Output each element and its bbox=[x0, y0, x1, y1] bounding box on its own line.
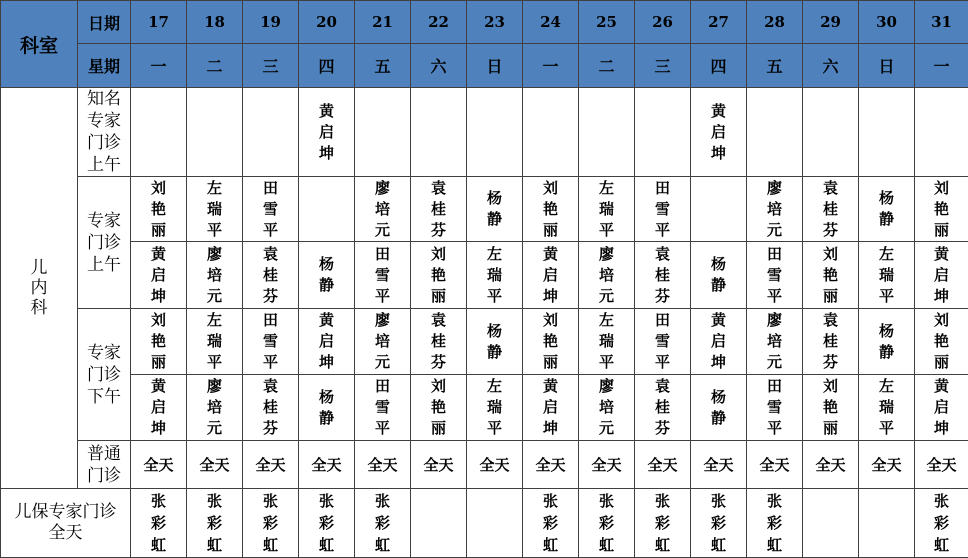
full-day-cell: 全天 bbox=[243, 441, 299, 489]
full-day-cell: 全天 bbox=[635, 441, 691, 489]
doctor-name: 杨静 bbox=[711, 387, 727, 429]
dept-pediatrics bbox=[1, 88, 78, 489]
date-cell: 22 bbox=[411, 1, 467, 44]
doctor-name: 刘艳丽 bbox=[823, 376, 839, 439]
doctor-cell bbox=[859, 88, 915, 177]
doctor-cell bbox=[747, 177, 803, 242]
doctor-cell bbox=[859, 309, 915, 375]
doctor-cell bbox=[635, 242, 691, 309]
weekday-cell: 五 bbox=[747, 44, 803, 88]
doctor-name: 刘艳丽 bbox=[151, 310, 167, 373]
doctor-cell bbox=[355, 177, 411, 242]
doctor-name: 黄启坤 bbox=[934, 244, 950, 307]
doctor-cell bbox=[747, 489, 803, 558]
doctor-name: 黄启坤 bbox=[934, 376, 950, 439]
doctor-name: 左瑞平 bbox=[879, 244, 895, 307]
doctor-cell bbox=[747, 375, 803, 441]
doctor-cell bbox=[299, 375, 355, 441]
doctor-cell bbox=[243, 309, 299, 375]
slot-label: 专家门诊下午 bbox=[86, 342, 122, 408]
doctor-cell bbox=[299, 489, 355, 558]
doctor-name: 杨静 bbox=[711, 254, 727, 296]
weekday-cell: 三 bbox=[243, 44, 299, 88]
doctor-name: 左瑞平 bbox=[487, 244, 503, 307]
doctor-cell bbox=[803, 242, 859, 309]
doctor-cell bbox=[467, 88, 523, 177]
doctor-cell bbox=[523, 242, 579, 309]
doctor-name: 刘艳丽 bbox=[823, 244, 839, 307]
doctor-cell bbox=[579, 489, 635, 558]
doctor-name: 黄启坤 bbox=[543, 376, 559, 439]
doctor-cell bbox=[747, 242, 803, 309]
full-day-cell: 全天 bbox=[355, 441, 411, 489]
doctor-name: 袁桂芬 bbox=[431, 178, 447, 241]
doctor-name: 刘艳丽 bbox=[934, 178, 950, 241]
doctor-cell bbox=[635, 375, 691, 441]
weekday-cell: 六 bbox=[803, 44, 859, 88]
date-cell: 26 bbox=[635, 1, 691, 44]
doctor-cell bbox=[803, 309, 859, 375]
doctor-cell bbox=[523, 177, 579, 242]
row-expert-am-1 bbox=[1, 177, 968, 242]
doctor-cell bbox=[747, 309, 803, 375]
doctor-cell bbox=[803, 375, 859, 441]
doctor-name: 廖培元 bbox=[767, 310, 783, 373]
doctor-name: 黄启坤 bbox=[319, 101, 335, 164]
doctor-name: 杨静 bbox=[319, 254, 335, 296]
doctor-cell bbox=[579, 375, 635, 441]
date-cell: 19 bbox=[243, 1, 299, 44]
doctor-name: 黄启坤 bbox=[151, 376, 167, 439]
doctor-cell bbox=[803, 489, 859, 558]
doctor-name: 张彩虹 bbox=[711, 490, 727, 556]
doctor-cell bbox=[747, 88, 803, 177]
doctor-name: 左瑞平 bbox=[599, 310, 615, 373]
doctor-cell bbox=[691, 489, 747, 558]
doctor-cell bbox=[859, 375, 915, 441]
slot-famous-am bbox=[78, 88, 131, 177]
doctor-cell bbox=[187, 309, 243, 375]
doctor-cell bbox=[803, 88, 859, 177]
doctor-cell bbox=[691, 309, 747, 375]
doctor-cell bbox=[243, 489, 299, 558]
doctor-cell bbox=[635, 177, 691, 242]
doctor-cell bbox=[467, 375, 523, 441]
doctor-cell bbox=[187, 88, 243, 177]
date-cell: 21 bbox=[355, 1, 411, 44]
doctor-name: 杨静 bbox=[487, 321, 503, 363]
doctor-cell bbox=[859, 242, 915, 309]
doctor-cell bbox=[915, 489, 968, 558]
full-day-cell: 全天 bbox=[747, 441, 803, 489]
doctor-name: 张彩虹 bbox=[934, 490, 950, 556]
doctor-cell bbox=[187, 242, 243, 309]
doctor-cell bbox=[131, 375, 187, 441]
doctor-cell bbox=[579, 309, 635, 375]
doctor-cell bbox=[579, 242, 635, 309]
full-day-cell: 全天 bbox=[523, 441, 579, 489]
doctor-name: 田雪平 bbox=[767, 376, 783, 439]
doctor-cell bbox=[355, 309, 411, 375]
full-day-cell: 全天 bbox=[411, 441, 467, 489]
doctor-name: 张彩虹 bbox=[375, 490, 391, 556]
doctor-name: 袁桂芬 bbox=[655, 244, 671, 307]
doctor-cell bbox=[243, 375, 299, 441]
doctor-name: 张彩虹 bbox=[263, 490, 279, 556]
doctor-cell bbox=[131, 309, 187, 375]
doctor-cell bbox=[915, 177, 968, 242]
doctor-name: 田雪平 bbox=[263, 178, 279, 241]
doctor-cell bbox=[579, 88, 635, 177]
doctor-name: 左瑞平 bbox=[207, 310, 223, 373]
date-cell: 25 bbox=[579, 1, 635, 44]
doctor-name: 黄启坤 bbox=[711, 310, 727, 373]
dept-name: 儿保专家门诊全天 bbox=[11, 502, 121, 544]
weekday-cell: 一 bbox=[523, 44, 579, 88]
doctor-name: 廖培元 bbox=[375, 178, 391, 241]
doctor-name: 黄启坤 bbox=[543, 244, 559, 307]
doctor-cell bbox=[355, 375, 411, 441]
doctor-cell bbox=[803, 177, 859, 242]
slot-label: 知名专家门诊上午 bbox=[86, 88, 122, 176]
doctor-name: 左瑞平 bbox=[879, 376, 895, 439]
doctor-name: 张彩虹 bbox=[151, 490, 167, 556]
full-day-cell: 全天 bbox=[187, 441, 243, 489]
weekday-cell: 二 bbox=[579, 44, 635, 88]
doctor-name: 廖培元 bbox=[375, 310, 391, 373]
doctor-name: 黄启坤 bbox=[151, 244, 167, 307]
weekday-cell: 一 bbox=[915, 44, 968, 88]
doctor-cell bbox=[691, 88, 747, 177]
doctor-cell bbox=[579, 177, 635, 242]
full-day-cell: 全天 bbox=[859, 441, 915, 489]
doctor-cell bbox=[467, 309, 523, 375]
doctor-cell bbox=[915, 242, 968, 309]
doctor-name: 田雪平 bbox=[655, 178, 671, 241]
weekday-cell: 四 bbox=[691, 44, 747, 88]
weekday-cell: 六 bbox=[411, 44, 467, 88]
weekday-cell: 一 bbox=[131, 44, 187, 88]
doctor-name: 袁桂芬 bbox=[263, 376, 279, 439]
slot-label: 普通门诊 bbox=[86, 443, 122, 487]
doctor-name: 田雪平 bbox=[767, 244, 783, 307]
doctor-cell bbox=[523, 489, 579, 558]
doctor-cell bbox=[411, 489, 467, 558]
doctor-cell bbox=[187, 177, 243, 242]
weekday-cell: 日 bbox=[859, 44, 915, 88]
doctor-cell bbox=[355, 489, 411, 558]
doctor-name: 袁桂芬 bbox=[263, 244, 279, 307]
row-expert-pm-1 bbox=[1, 309, 968, 375]
dept-child-health bbox=[1, 489, 131, 558]
doctor-name: 袁桂芬 bbox=[655, 376, 671, 439]
doctor-name: 左瑞平 bbox=[207, 178, 223, 241]
full-day-cell: 全天 bbox=[467, 441, 523, 489]
doctor-cell bbox=[915, 88, 968, 177]
doctor-name: 张彩虹 bbox=[655, 490, 671, 556]
date-cell: 24 bbox=[523, 1, 579, 44]
doctor-cell bbox=[523, 375, 579, 441]
doctor-cell bbox=[243, 177, 299, 242]
doctor-name: 刘艳丽 bbox=[151, 178, 167, 241]
date-cell: 17 bbox=[131, 1, 187, 44]
date-cell: 28 bbox=[747, 1, 803, 44]
doctor-cell bbox=[523, 88, 579, 177]
doctor-cell bbox=[411, 309, 467, 375]
row-expert-pm-2 bbox=[1, 375, 968, 441]
doctor-cell bbox=[355, 88, 411, 177]
doctor-name: 田雪平 bbox=[375, 376, 391, 439]
doctor-cell bbox=[355, 242, 411, 309]
doctor-cell bbox=[243, 242, 299, 309]
doctor-cell bbox=[467, 489, 523, 558]
dept-name: 儿内科 bbox=[30, 258, 48, 318]
doctor-name: 刘艳丽 bbox=[543, 310, 559, 373]
full-day-cell: 全天 bbox=[131, 441, 187, 489]
doctor-cell bbox=[299, 177, 355, 242]
doctor-cell bbox=[691, 242, 747, 309]
doctor-name: 左瑞平 bbox=[487, 376, 503, 439]
doctor-name: 廖培元 bbox=[207, 376, 223, 439]
weekday-cell: 三 bbox=[635, 44, 691, 88]
doctor-name: 黄启坤 bbox=[711, 101, 727, 164]
doctor-cell bbox=[411, 177, 467, 242]
row-famous-am bbox=[1, 88, 968, 177]
doctor-name: 杨静 bbox=[879, 188, 895, 230]
doctor-cell bbox=[299, 309, 355, 375]
doctor-cell bbox=[411, 88, 467, 177]
doctor-name: 田雪平 bbox=[655, 310, 671, 373]
doctor-name: 杨静 bbox=[487, 188, 503, 230]
slot-expert-am bbox=[78, 177, 131, 309]
doctor-cell bbox=[467, 242, 523, 309]
date-cell: 27 bbox=[691, 1, 747, 44]
slot-expert-pm bbox=[78, 309, 131, 441]
row-child-health bbox=[1, 489, 968, 558]
doctor-cell bbox=[691, 177, 747, 242]
header-row-weekdays bbox=[1, 44, 968, 88]
row-general bbox=[1, 441, 968, 489]
date-cell: 30 bbox=[859, 1, 915, 44]
doctor-name: 张彩虹 bbox=[207, 490, 223, 556]
doctor-name: 田雪平 bbox=[375, 244, 391, 307]
doctor-cell bbox=[411, 375, 467, 441]
doctor-cell bbox=[131, 177, 187, 242]
full-day-cell: 全天 bbox=[691, 441, 747, 489]
full-day-cell: 全天 bbox=[579, 441, 635, 489]
doctor-cell bbox=[523, 309, 579, 375]
doctor-name: 袁桂芬 bbox=[823, 178, 839, 241]
doctor-name: 刘艳丽 bbox=[543, 178, 559, 241]
doctor-name: 袁桂芬 bbox=[431, 310, 447, 373]
slot-label: 专家门诊上午 bbox=[86, 210, 122, 276]
doctor-cell bbox=[299, 88, 355, 177]
doctor-name: 张彩虹 bbox=[599, 490, 615, 556]
doctor-cell bbox=[859, 177, 915, 242]
date-cell: 29 bbox=[803, 1, 859, 44]
doctor-cell bbox=[635, 309, 691, 375]
doctor-name: 田雪平 bbox=[263, 310, 279, 373]
doctor-cell bbox=[691, 375, 747, 441]
doctor-cell bbox=[411, 242, 467, 309]
doctor-name: 廖培元 bbox=[207, 244, 223, 307]
date-cell: 20 bbox=[299, 1, 355, 44]
weekday-label: 星期 bbox=[78, 44, 131, 88]
doctor-cell bbox=[187, 489, 243, 558]
doctor-name: 刘艳丽 bbox=[431, 376, 447, 439]
doctor-name: 刘艳丽 bbox=[934, 310, 950, 373]
doctor-cell bbox=[131, 88, 187, 177]
doctor-cell bbox=[635, 489, 691, 558]
doctor-cell bbox=[467, 177, 523, 242]
full-day-cell: 全天 bbox=[299, 441, 355, 489]
date-cell: 23 bbox=[467, 1, 523, 44]
doctor-cell bbox=[299, 242, 355, 309]
doctor-name: 廖培元 bbox=[599, 244, 615, 307]
doctor-name: 黄启坤 bbox=[319, 310, 335, 373]
weekday-cell: 二 bbox=[187, 44, 243, 88]
doctor-name: 廖培元 bbox=[767, 178, 783, 241]
dept-header: 科室 bbox=[1, 1, 78, 88]
full-day-cell: 全天 bbox=[915, 441, 968, 489]
doctor-name: 杨静 bbox=[319, 387, 335, 429]
doctor-name: 张彩虹 bbox=[319, 490, 335, 556]
doctor-cell bbox=[131, 489, 187, 558]
row-expert-am-2 bbox=[1, 242, 968, 309]
slot-general bbox=[78, 441, 131, 489]
date-cell: 18 bbox=[187, 1, 243, 44]
weekday-cell: 日 bbox=[467, 44, 523, 88]
weekday-cell: 五 bbox=[355, 44, 411, 88]
doctor-name: 张彩虹 bbox=[767, 490, 783, 556]
doctor-name: 张彩虹 bbox=[543, 490, 559, 556]
date-cell: 31 bbox=[915, 1, 968, 44]
full-day-cell: 全天 bbox=[803, 441, 859, 489]
date-label: 日期 bbox=[78, 1, 131, 44]
weekday-cell: 四 bbox=[299, 44, 355, 88]
doctor-name: 刘艳丽 bbox=[431, 244, 447, 307]
doctor-cell bbox=[131, 242, 187, 309]
doctor-cell bbox=[187, 375, 243, 441]
doctor-cell bbox=[243, 88, 299, 177]
doctor-name: 左瑞平 bbox=[599, 178, 615, 241]
doctor-cell bbox=[859, 489, 915, 558]
doctor-name: 杨静 bbox=[879, 321, 895, 363]
doctor-cell bbox=[915, 309, 968, 375]
doctor-name: 袁桂芬 bbox=[823, 310, 839, 373]
header-row-dates bbox=[1, 1, 968, 44]
doctor-cell bbox=[915, 375, 968, 441]
doctor-name: 廖培元 bbox=[599, 376, 615, 439]
doctor-cell bbox=[635, 88, 691, 177]
